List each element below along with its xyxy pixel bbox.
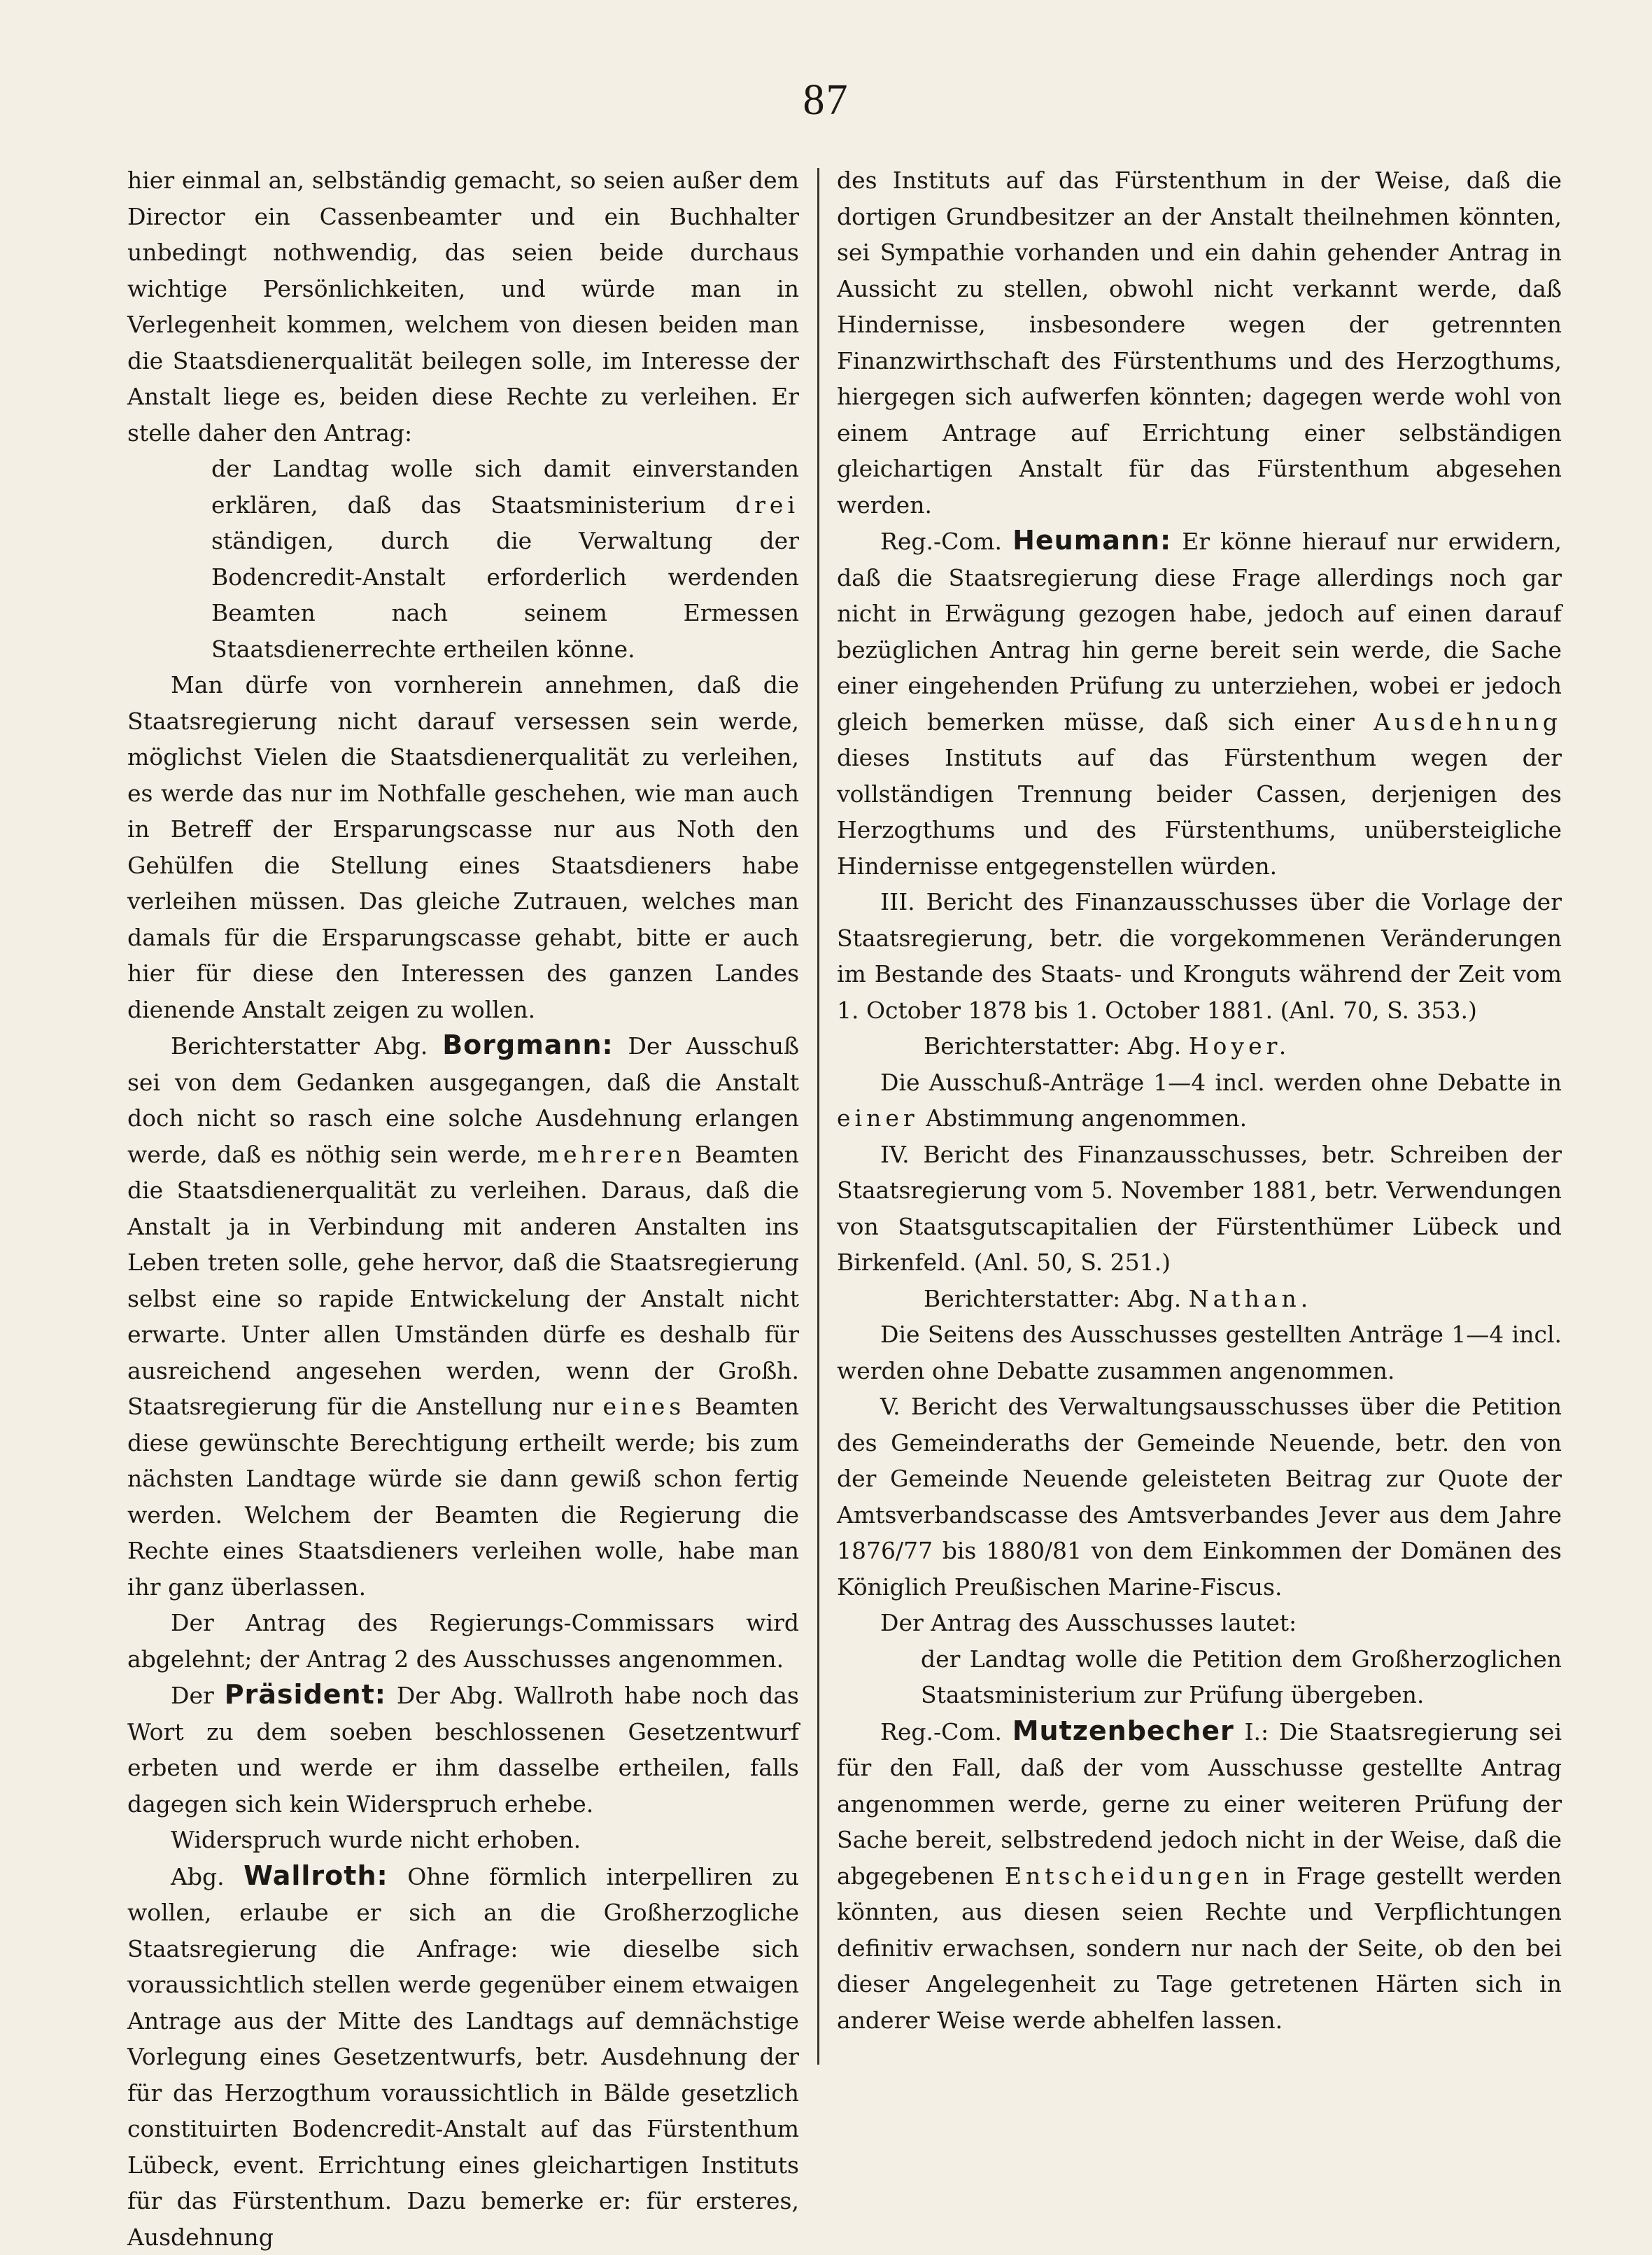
borgmann-emphasis-eines: eines (602, 1393, 685, 1420)
borgmann-emphasis-mehreren: mehreren (537, 1141, 686, 1168)
left-paragraph-1: hier einmal an, selbständig gemacht, so seien außer dem Director ein Cassenbeamter und ein Buchhalter unbedingt nothwendig, das seien beide durchaus wichtige Persönlichkeiten, und würde man in Verlegenheit kommen, welchem von diesen beiden man die Staatsdienerqualität beilegen solle, im Interesse der Anstalt liege es, beiden diese Rechte zu verleihen. Er stelle daher den Antrag: (127, 162, 799, 451)
speaker-name-mutzenbecher: Mutzenbecher (1012, 1715, 1234, 1746)
heumann-text-d: dieses Instituts auf das Fürstenthum wegen der vollständigen Trennung beider Cassen, derjenigen des Herzogthums und des Fürstenthums, unübersteigliche Hindernisse entgegenstellen würden. (837, 744, 1562, 880)
vote-emphasis-einer: einer (837, 1104, 919, 1132)
heumann-emphasis: Ausdehnung (1374, 708, 1562, 736)
praesident-text: Der Abg. Wallroth habe noch das Wort zu dem soeben beschlossenen Gesetzentwurf erbeten und werde er ihm dasselbe ertheilen, falls dagegen sich kein Widerspruch erhebe. (127, 1682, 799, 1818)
praesident-prefix: Der (171, 1682, 225, 1709)
left-paragraph-wallroth (127, 1858, 799, 2255)
speaker-name-praesident: Präsident: (225, 1679, 386, 1710)
left-column (127, 162, 799, 2255)
left-paragraph-5: Der Antrag des Regierungs-Commissars wird abgelehnt; der Antrag 2 des Ausschusses angenommen. (127, 1605, 799, 1677)
wallroth-text: Ohne förmlich interpelliren zu wollen, erlaube er sich an die Großherzogliche Staatsregierung die Anfrage: wie dieselbe sich voraussichtlich stellen werde gegenüber einem etwaigen Antrage aus der Mitte des Landtags auf demnächstige Vorlegung eines Gesetzentwurfs, betr. Ausdehnung der für das Herzogthum voraussichtlich in Bälde gesetzlich constituirten Bodencredit-Anstalt auf das Fürstenthum Lübeck, event. Errichtung eines gleichartigen Instituts für das Fürstenthum. Dazu bemerke er: für ersteres, Ausdehnung (127, 1863, 799, 2251)
left-motion-block (211, 451, 799, 667)
speaker-name-wallroth: Wallroth: (243, 1860, 388, 1891)
left-motion-emphasis: drei (735, 491, 799, 519)
right-paragraph-8: Die Seitens des Ausschusses gestellten Anträge 1—4 incl. werden ohne Debatte zusammen angenommen. (837, 1316, 1562, 1389)
mutzenbecher-prefix: Reg.-Com. (880, 1718, 1012, 1745)
heumann-prefix: Reg.-Com. (880, 528, 1012, 555)
left-paragraph-borgmann (127, 1027, 799, 1605)
right-paragraph-heumann (837, 523, 1562, 884)
heumann-text-b: Er könne hierauf nur erwidern, daß die Staatsregierung diese Frage allerdings noch gar nicht in Erwägung gezogen habe, jedoch auf einen darauf bezüglichen Antrag hin gerne bereit sein werde, die Sache einer eingehenden Prüfung zu unterziehen, wobei er jedoch gleich bemerken müsse, daß sich einer (837, 528, 1562, 736)
left-paragraph-praesident (127, 1677, 799, 1822)
right-paragraph-item-4: IV. Bericht des Finanzausschusses, betr. Schreiben der Staatsregierung vom 5. November 1881, betr. Verwendungen von Staatsgutscapitalien der Fürstenthümer Lübeck und Birkenfeld. (Anl. 50, S. 251.) (837, 1137, 1562, 1281)
left-motion-text-a: der Landtag wolle sich damit einverstanden erklären, daß das Staatsministerium (211, 455, 799, 519)
right-paragraph-item-3: III. Bericht des Finanzausschusses über die Vorlage der Staatsregierung, betr. die vorgekommenen Veränderungen im Bestande des Staats- und Kronguts während der Zeit vom 1. October 1878 bis 1. October 1881. (Anl. 70, S. 353.) (837, 884, 1562, 1028)
mutzenbecher-text-d: in Frage gestellt werden könnten, aus diesen seien Rechte und Verpflichtungen definitiv erwachsen, sondern nur nach der Seite, ob den bei dieser Angelegenheit zu Tage getretenen Härten sich in anderer Weise werde abhelfen lassen. (837, 1862, 1562, 2034)
right-paragraph-item-5: V. Bericht des Verwaltungsausschusses über die Petition des Gemeinderaths der Gemeinde Neuende, betr. den von der Gemeinde Neuende geleisteten Beitrag zur Quote der Amtsverbandscasse des Amtsverbandes Jever aus dem Jahre 1876/77 bis 1880/81 von dem Einkommen der Domänen des Königlich Preußischen Marine-Fiscus. (837, 1389, 1562, 1605)
borgmann-text-d: Beamten die Staatsdienerqualität zu verleihen. Daraus, daß die Anstalt ja in Verbindung mit anderen Anstalten ins Leben treten solle, gehe hervor, daß die Staatsregierung selbst eine so rapide Entwickelung der Anstalt nicht erwarte. Unter allen Umständen dürfe es deshalb für ausreichend angesehen werden, wenn der Großh. Staatsregierung für die Anstellung nur (127, 1141, 799, 1421)
vote-text-a: Die Ausschuß-Anträge 1—4 incl. werden ohne Debatte in (880, 1069, 1562, 1096)
right-reporter-nathan (924, 1281, 1562, 1317)
right-column (837, 162, 1562, 2038)
borgmann-text-f: Beamten diese gewünschte Berechtigung ertheilt werde; bis zum nächsten Landtage würde sie dann gewiß schon fertig werden. Welchem der Beamten die Regierung die Rechte eines Staatsdieners verleihen wolle, habe man ihr ganz überlassen. (127, 1393, 799, 1601)
right-reporter-hoyer (924, 1028, 1562, 1065)
right-motion-block: der Landtag wolle die Petition dem Großherzoglichen Staatsministerium zur Prüfung übergeben. (921, 1641, 1562, 1713)
reporter-name-hoyer: Hoyer. (1189, 1032, 1290, 1060)
wallroth-prefix: Abg. (171, 1863, 243, 1890)
mutzenbecher-text-b: I.: Die Staatsregierung sei für den Fall, daß der vom Ausschusse gestellte Antrag angenommen werde, gerne zu einer weiteren Prüfung der Sache bereit, selbstredend jedoch nicht in der Weise, daß die abgegebenen (837, 1718, 1562, 1890)
nathan-prefix: Berichterstatter: Abg. (924, 1285, 1189, 1312)
column-divider (817, 168, 819, 2065)
vote-text-c: Abstimmung angenommen. (919, 1104, 1247, 1132)
mutzenbecher-emphasis: Entscheidungen (1005, 1862, 1253, 1890)
left-paragraph-7: Widerspruch wurde nicht erhoben. (127, 1822, 799, 1858)
speaker-name-heumann: Heumann: (1012, 525, 1171, 556)
right-paragraph-1: des Instituts auf das Fürstenthum in der Weise, daß die dortigen Grundbesitzer an der Anstalt theilnehmen könnten, sei Sympathie vorhanden und ein dahin gehender Antrag in Aussicht zu stellen, obwohl nicht verkannt werde, daß Hindernisse, insbesondere wegen der getrennten Finanzwirthschaft des Fürstenthums und des Herzogthums, hiergegen sich aufwerfen könnten; dagegen werde wohl von einem Antrage auf Errichtung einer selbständigen gleichartigen Anstalt für das Fürstenthum abgesehen werden. (837, 162, 1562, 523)
speaker-name-borgmann: Borgmann: (442, 1030, 614, 1060)
borgmann-prefix: Berichterstatter Abg. (171, 1032, 442, 1060)
right-paragraph-5 (837, 1065, 1562, 1137)
left-paragraph-3: Man dürfe von vornherein annehmen, daß die Staatsregierung nicht darauf versessen sein werde, möglichst Vielen die Staatsdienerqualität zu verleihen, es werde das nur im Nothfalle geschehen, wie man auch in Betreff der Ersparungscasse nur aus Noth den Gehülfen die Stellung eines Staatsdieners habe verleihen müssen. Das gleiche Zutrauen, welches man damals für die Ersparungscasse gehabt, bitte er auch hier für diese den Interessen des ganzen Landes dienende Anstalt zeigen zu wollen. (127, 667, 799, 1027)
borgmann-text-b: Der Ausschuß sei von dem Gedanken ausgegangen, daß die Anstalt doch nicht so rasch eine solche Ausdehnung erlangen werde, daß es nöthig sein werde, (127, 1032, 799, 1168)
hoyer-prefix: Berichterstatter: Abg. (924, 1032, 1189, 1060)
right-paragraph-10: Der Antrag des Ausschusses lautet: (837, 1605, 1562, 1641)
reporter-name-nathan: Nathan. (1189, 1285, 1312, 1312)
right-paragraph-mutzenbecher (837, 1713, 1562, 2039)
page-number: 87 (0, 76, 1652, 125)
left-motion-text-c: ständigen, durch die Verwaltung der Bodencredit-Anstalt erforderlich werdenden Beamten nach seinem Ermessen Staatsdienerrechte ertheilen könne. (211, 527, 799, 663)
